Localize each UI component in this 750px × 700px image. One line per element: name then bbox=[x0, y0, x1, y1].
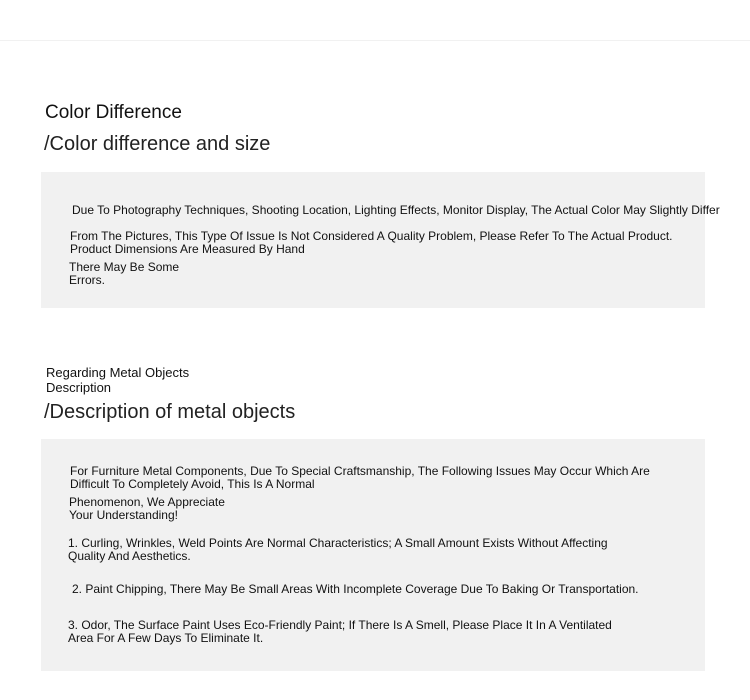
metal-objects-line-2: Phenomenon, We Appreciate Your Understanding! bbox=[69, 495, 225, 522]
color-difference-line-2: From The Pictures, This Type Of Issue Is Not Considered A Quality Problem, Please Refer To The Actual Product. Product Dimensions Are Measured By Hand bbox=[70, 229, 673, 256]
metal-objects-panel bbox=[41, 439, 705, 671]
metal-objects-title: Regarding Metal Objects Description bbox=[46, 365, 190, 395]
color-difference-line-3: There May Be Some Errors. bbox=[69, 260, 180, 287]
metal-objects-line-5: 3. Odor, The Surface Paint Uses Eco-Friendly Paint; If There Is A Smell, Please Place It In A Ventilated Area For A Few Days To Eliminate It. bbox=[68, 618, 612, 645]
metal-objects-line-4: 2. Paint Chipping, There May Be Small Areas With Incomplete Coverage Due To Baking Or Transportation. bbox=[72, 582, 639, 596]
color-difference-title: Color Difference bbox=[45, 102, 182, 123]
metal-objects-line-3: 1. Curling, Wrinkles, Weld Points Are Normal Characteristics; A Small Amount Exists Without Affecting Quality And Aesthetics. bbox=[68, 536, 608, 563]
color-difference-line-1: Due To Photography Techniques, Shooting Location, Lighting Effects, Monitor Display, The Actual Color May Slightly Differ bbox=[72, 203, 720, 217]
top-divider bbox=[0, 40, 750, 41]
metal-objects-line-1: For Furniture Metal Components, Due To Special Craftsmanship, The Following Issues May Occur Which Are Difficult To Completely Avoid, This Is A Normal bbox=[70, 464, 650, 491]
color-difference-panel bbox=[41, 172, 720, 308]
metal-objects-subtitle: /Description of metal objects bbox=[44, 401, 296, 423]
color-difference-subtitle: /Color difference and size bbox=[44, 133, 271, 155]
